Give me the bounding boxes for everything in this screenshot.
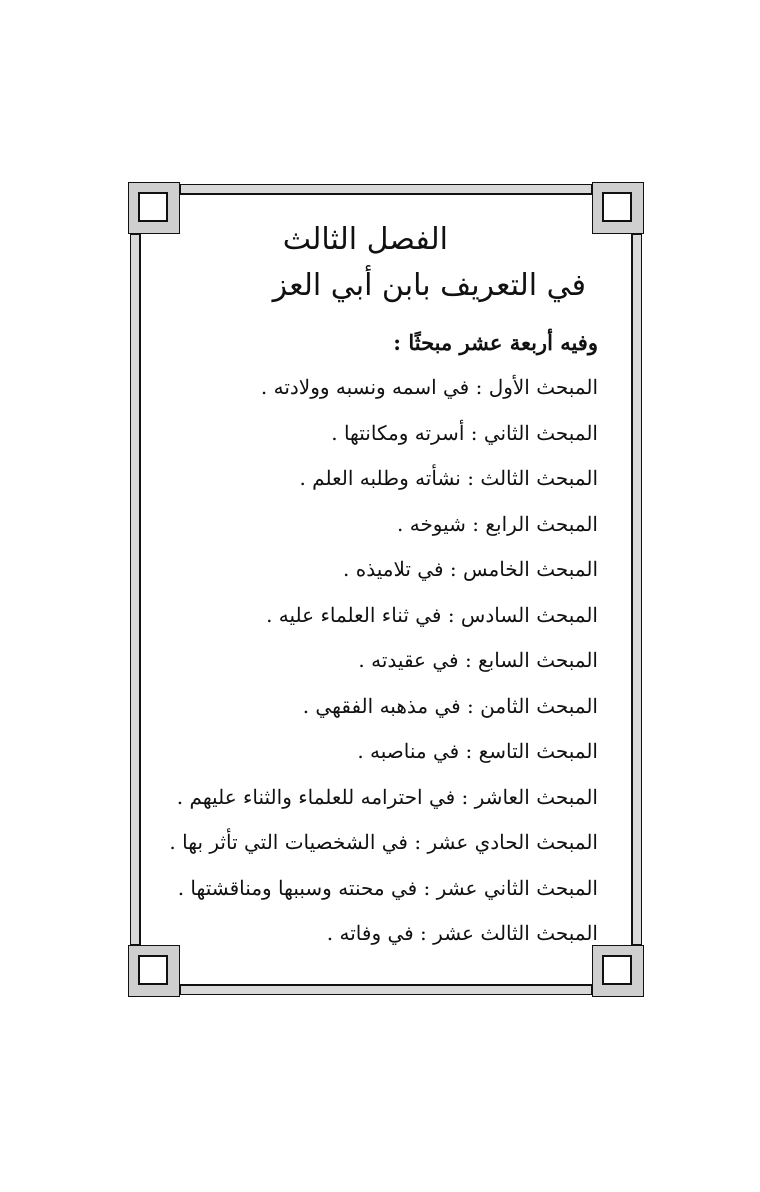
border-top-rail bbox=[180, 184, 592, 194]
topic-item: المبحث الحادي عشر : في الشخصيات التي تأثر بها . bbox=[169, 830, 598, 854]
topic-item: المبحث العاشر : في احترامه للعلماء والثناء عليهم . bbox=[176, 784, 598, 809]
corner-ornament-top-left bbox=[128, 182, 180, 234]
topic-item: المبحث الأول : في اسمه ونسبه وولادته . bbox=[260, 375, 598, 399]
border-bottom-rail bbox=[180, 985, 592, 995]
chapter-subtitle: في التعريف بابن أبي العز bbox=[272, 268, 586, 303]
topic-item: المبحث الثالث عشر : في وفاته . bbox=[326, 921, 598, 945]
corner-ornament-bottom-right bbox=[592, 945, 644, 997]
topic-item: المبحث الثامن : في مذهبه الفقهي . bbox=[302, 693, 598, 718]
topic-item: المبحث الرابع : شيوخه . bbox=[397, 511, 598, 536]
chapter-intro: وفيه أربعة عشر مبحثًا : bbox=[393, 330, 598, 355]
corner-ornament-top-right bbox=[592, 182, 644, 234]
topic-item: المبحث الثاني : أسرته ومكانتها . bbox=[331, 420, 598, 445]
topic-item: المبحث السابع : في عقيدته . bbox=[358, 648, 598, 672]
border-right-rail bbox=[632, 234, 642, 945]
topic-item: المبحث الخامس : في تلاميذه . bbox=[343, 557, 598, 581]
border-left-rail bbox=[130, 234, 140, 945]
topic-item: المبحث الثالث : نشأته وطلبه العلم . bbox=[299, 466, 598, 490]
topic-item: المبحث الثاني عشر : في محنته وسببها ومناقشتها . bbox=[177, 875, 598, 900]
chapter-contents bbox=[169, 218, 598, 957]
topics-list bbox=[169, 365, 598, 957]
corner-ornament-bottom-left bbox=[128, 945, 180, 997]
topic-item: المبحث التاسع : في مناصبه . bbox=[357, 739, 598, 763]
chapter-title: الفصل الثالث bbox=[282, 222, 448, 257]
topic-item: المبحث السادس : في ثناء العلماء عليه . bbox=[266, 602, 598, 627]
